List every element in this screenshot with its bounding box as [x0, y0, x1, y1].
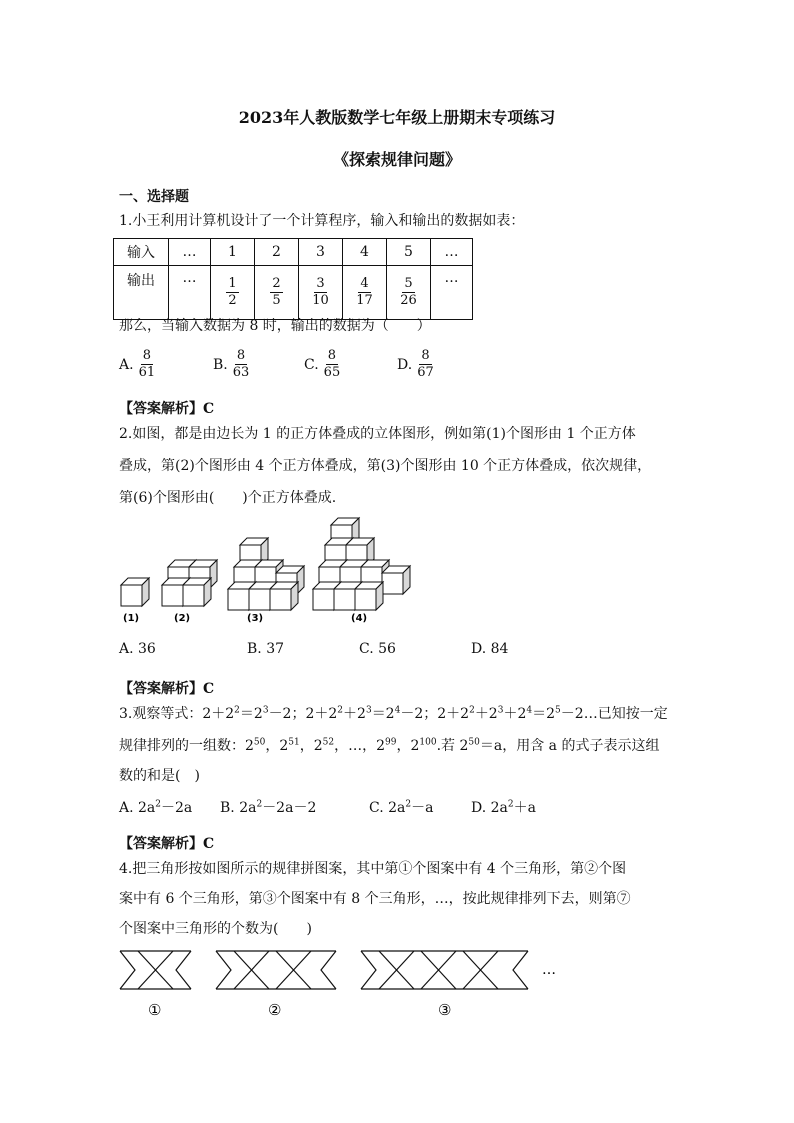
- fraction-denominator: 63: [232, 365, 250, 380]
- fraction-denominator: 5: [272, 293, 281, 308]
- q2-option-d: D. 84: [471, 641, 509, 657]
- figure-label: (4): [351, 613, 368, 624]
- q1-option-c: [304, 348, 342, 381]
- fraction-numerator: 8: [327, 348, 337, 363]
- q3-option-c: C. $2a^2-a$: [369, 799, 434, 816]
- io-table: [113, 238, 473, 320]
- triangle-pattern-3: [361, 951, 528, 989]
- table-cell: [299, 266, 343, 320]
- q1-option-a: [119, 348, 157, 381]
- q3-line3: 数的和是( ): [119, 768, 200, 784]
- table-cell: …: [431, 266, 473, 320]
- cube-figure-4: [313, 518, 410, 610]
- table-row-input: [114, 239, 473, 266]
- table-cell: 2: [255, 239, 299, 266]
- q4-line2: 案中有 6 个三角形，第③个图案中有 8 个三角形，…，按此规律排列下去，则第⑦: [119, 891, 631, 907]
- table-cell: 3: [299, 239, 343, 266]
- q1-text: 1.小王利用计算机设计了一个计算程序，输入和输出的数据如表：: [119, 213, 525, 229]
- table-row-output: [114, 266, 473, 320]
- table-header-output: 输出: [114, 266, 169, 320]
- q2-option-a: A. 36: [119, 641, 156, 657]
- fraction-numerator: 4: [360, 276, 369, 291]
- triangle-pattern-figure: [118, 948, 578, 1023]
- table-cell: [387, 266, 431, 320]
- document-subtitle: 《探索规律问题》: [332, 150, 461, 169]
- q2-option-b: B. 37: [247, 641, 285, 657]
- table-cell: [255, 266, 299, 320]
- figure-label: ③: [438, 1001, 452, 1019]
- q3-answer: 【答案解析】C: [119, 836, 215, 852]
- q3-option-d: D. $2a^2+a$: [471, 799, 536, 816]
- fraction-denominator: 65: [323, 365, 341, 380]
- q3-option-b: B. $2a^2-2a-2$: [220, 799, 317, 816]
- fraction-numerator: 5: [404, 276, 413, 291]
- option-label: A.: [119, 356, 134, 373]
- q2-line1: 2.如图，都是由边长为 1 的正方体叠成的立体图形，例如第(1)个图形由 1 个正方体: [119, 426, 636, 442]
- fraction-denominator: 67: [417, 365, 434, 380]
- q2-line3: 第(6)个图形由( )个正方体叠成.: [119, 490, 337, 506]
- cube-stack-figure: [110, 515, 420, 630]
- table-cell: [343, 266, 387, 320]
- table-cell: …: [431, 239, 473, 266]
- option-label: C.: [304, 356, 319, 373]
- table-header-input: 输入: [114, 239, 169, 266]
- option-label: D.: [397, 356, 413, 373]
- q2-answer: 【答案解析】C: [119, 681, 215, 697]
- triangle-pattern-2: [216, 951, 336, 989]
- fraction-denominator: 2: [228, 293, 237, 308]
- q3-line2: 规律排列的一组数：$2^{50}$，$2^{51}$，$2^{52}$，…，$2^{99}$，$2^{100}$.若 $2^{50}=a$，用含 a 的式子表示这组: [119, 737, 660, 754]
- fraction-numerator: 1: [228, 276, 237, 291]
- figure-label: (2): [174, 613, 191, 624]
- fraction-numerator: 8: [236, 348, 246, 363]
- q2-line2: 叠成，第(2)个图形由 4 个正方体叠成，第(3)个图形由 10 个正方体叠成，依次规律，: [119, 458, 652, 474]
- fraction-denominator: 61: [138, 365, 156, 380]
- cube-figure-2: [162, 560, 217, 606]
- q1-answer: 【答案解析】C: [119, 401, 215, 417]
- table-cell: [211, 266, 255, 320]
- fraction-denominator: 17: [356, 293, 373, 308]
- cube-figure-3: [228, 538, 304, 610]
- table-cell: 5: [387, 239, 431, 266]
- table-cell: …: [169, 266, 211, 320]
- q1-option-b: [213, 348, 251, 381]
- q2-option-c: C. 56: [359, 641, 396, 657]
- q1-option-d: [397, 348, 436, 381]
- fraction-numerator: 8: [142, 348, 151, 363]
- table-cell: 4: [343, 239, 387, 266]
- table-cell: 1: [211, 239, 255, 266]
- pattern-ellipsis: …: [542, 962, 556, 978]
- figure-label: (1): [123, 613, 140, 624]
- fraction-denominator: 10: [312, 293, 329, 308]
- table-cell: …: [169, 239, 211, 266]
- fraction-numerator: 8: [421, 348, 430, 363]
- fraction-numerator: 3: [316, 276, 325, 291]
- q3-option-a: A. $2a^2-2a$: [119, 799, 193, 816]
- fraction-numerator: 2: [272, 276, 281, 291]
- q4-line3: 个图案中三角形的个数为( ): [119, 921, 312, 937]
- q1-question: 那么，当输入数据为 8 时，输出的数据为（ ）: [119, 318, 431, 334]
- q3-line1: 3.观察等式：$2+2^2=2^3-2$；$2+2^2+2^3=2^4-2$；$2+2^2+2^3+2^4=2^5-2\dots$已知按一定: [119, 705, 668, 722]
- figure-label: ②: [268, 1001, 282, 1019]
- section-heading: 一、选择题: [119, 189, 189, 205]
- fraction-denominator: 26: [400, 293, 417, 308]
- document-title: 2023年人教版数学七年级上册期末专项练习: [238, 108, 556, 127]
- cube-figure-1: [121, 578, 149, 606]
- figure-label: (3): [247, 613, 264, 624]
- triangle-pattern-1: [120, 951, 191, 989]
- figure-label: ①: [148, 1001, 162, 1019]
- q4-line1: 4.把三角形按如图所示的规律拼图案，其中第①个图案中有 4 个三角形，第②个图: [119, 861, 627, 877]
- option-label: B.: [213, 356, 228, 373]
